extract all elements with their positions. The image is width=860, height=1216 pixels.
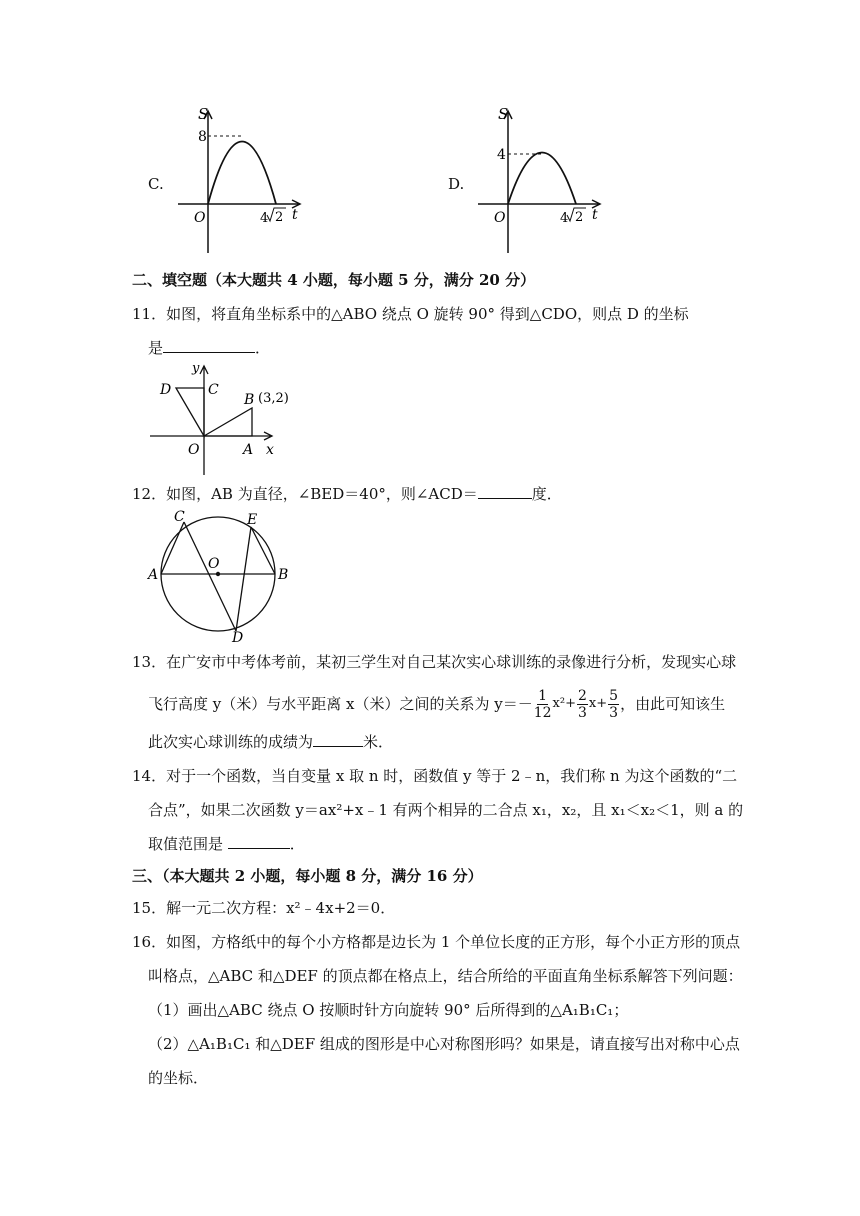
q13-line2-b: ，由此可知该生 <box>620 695 726 713</box>
q13-term-2: x+ <box>588 696 608 711</box>
graph-d-x-label: t <box>592 207 598 223</box>
graph-c-origin: O <box>194 210 206 226</box>
option-d-label: D. <box>448 175 465 193</box>
q14-line2: 合点”，如果二次函数 y＝ax²+x﹣1 有两个相异的二合点 x₁，x₂，且 x₁＜x₂＜1，则 a 的 <box>148 801 744 819</box>
svg-text:2: 2 <box>575 210 584 225</box>
q11-suffix: ． <box>255 339 271 357</box>
q11-y-label: y <box>192 361 200 376</box>
q12-label-c: C <box>174 509 185 525</box>
q16-line1: 16．如图，方格纸中的每个小方格都是边长为 1 个单位长度的正方形，每个小正方形的顶点 <box>132 933 741 951</box>
q13-fraction-2: $\frac{2}{3}$ <box>577 687 587 721</box>
graph-c-x-tick: 4 <box>260 211 269 226</box>
q12-chord-ac <box>161 522 184 574</box>
q16-line2: 叫格点，△ABC 和△DEF 的顶点都在格点上，结合所给的平面直角坐标系解答下列问题： <box>148 967 743 985</box>
q11-label-a: A <box>243 442 254 458</box>
q14-line3-prefix: 取值范围是 <box>148 835 224 853</box>
section-3-heading: 三、（本大题共 2 小题，每小题 8 分，满分 16 分） <box>132 867 483 885</box>
graph-d-origin: O <box>494 210 506 226</box>
q13-fraction-3: $\frac{5}{3}$ <box>609 687 619 721</box>
q13-answer-blank[interactable] <box>313 732 363 747</box>
q11-label-b: B <box>244 392 255 408</box>
graph-c-y-label: S <box>198 105 209 123</box>
q12-answer-blank[interactable] <box>478 484 532 499</box>
q11-answer-blank[interactable] <box>163 338 255 353</box>
q11-prefix: 是 <box>148 339 164 357</box>
q11-label-c: C <box>208 382 219 398</box>
q14-line3 <box>148 834 305 854</box>
q12-label-a: A <box>148 567 159 583</box>
graph-d-x-tick: 4 <box>560 211 569 226</box>
q11-label-d: D <box>160 382 172 398</box>
option-c-label: C. <box>148 175 164 193</box>
q12-label-d: D <box>232 630 244 644</box>
q14-line1: 14．对于一个函数，当自变量 x 取 n 时，函数值 y 等于 2﹣n，我们称 n 为这个函数的“二 <box>132 767 738 785</box>
q16-line4: （2）△A₁B₁C₁ 和△DEF 组成的图形是中心对称图形吗？如果是，请直接写出对称中心点 <box>148 1035 740 1053</box>
graph-c-y-tick: 8 <box>198 129 207 145</box>
q11-triangle-cdo <box>176 388 204 436</box>
svg-text:2: 2 <box>275 210 284 225</box>
q12-label-o: O <box>208 556 220 572</box>
graph-c-x-label: t <box>292 207 298 223</box>
q12-chord-eb <box>251 527 275 574</box>
q13-line1: 13．在广安市中考体考前，某初三学生对自己某次实心球训练的录像进行分析，发现实心球 <box>132 653 737 671</box>
q11-figure <box>146 360 296 478</box>
q13-line3-prefix: 此次实心球训练的成绩为 <box>148 733 314 751</box>
q13-line2-a: 飞行高度 y（米）与水平距离 x（米）之间的关系为 y＝－ <box>148 695 533 713</box>
graph-d <box>470 105 610 255</box>
section-2-heading: 二、填空题（本大题共 4 小题，每小题 5 分，满分 20 分） <box>132 271 536 289</box>
q14-line3-suffix: ． <box>289 835 305 853</box>
q12-chord-cd <box>184 522 236 631</box>
q11-x-label: x <box>266 442 274 458</box>
q11-label-o: O <box>188 442 200 458</box>
q12-center-dot <box>216 572 220 576</box>
q11-line1: 11．如图，将直角坐标系中的△ABO 绕点 O 旋转 90° 得到△CDO，则点 D 的坐标 <box>132 305 689 323</box>
q12-chord-de <box>236 527 251 631</box>
q13-line3-suffix: 米． <box>363 733 394 751</box>
graph-d-y-tick: 4 <box>497 147 506 163</box>
q16-line3: （1）画出△ABC 绕点 O 按顺时针方向旋转 90° 后所得到的△A₁B₁C₁； <box>148 1001 629 1019</box>
q12-label-e: E <box>247 512 258 528</box>
q11-line2 <box>148 338 270 358</box>
q11-coord-b: (3,2) <box>258 391 289 406</box>
q12-suffix: 度． <box>531 485 562 503</box>
q15-text: 15．解一元二次方程：x²﹣4x+2＝0． <box>132 899 396 917</box>
q13-line2 <box>148 686 725 722</box>
q13-fraction-1: $\frac{1}{12}$ <box>533 687 552 721</box>
q12-prefix: 12．如图，AB 为直径，∠BED＝40°，则∠ACD＝ <box>132 485 478 503</box>
q11-triangle-abo <box>204 408 252 436</box>
graph-c <box>170 105 310 255</box>
q12-figure <box>144 508 296 644</box>
q12-line <box>132 484 562 504</box>
q16-line5: 的坐标． <box>148 1069 209 1087</box>
q13-term-1: x²+ <box>552 696 576 711</box>
graph-d-y-label: S <box>498 105 509 123</box>
graph-c-curve <box>208 142 276 205</box>
q14-answer-blank[interactable] <box>228 834 290 849</box>
q12-label-b: B <box>278 567 289 583</box>
q13-line3 <box>148 732 393 752</box>
graph-d-curve <box>508 153 576 205</box>
